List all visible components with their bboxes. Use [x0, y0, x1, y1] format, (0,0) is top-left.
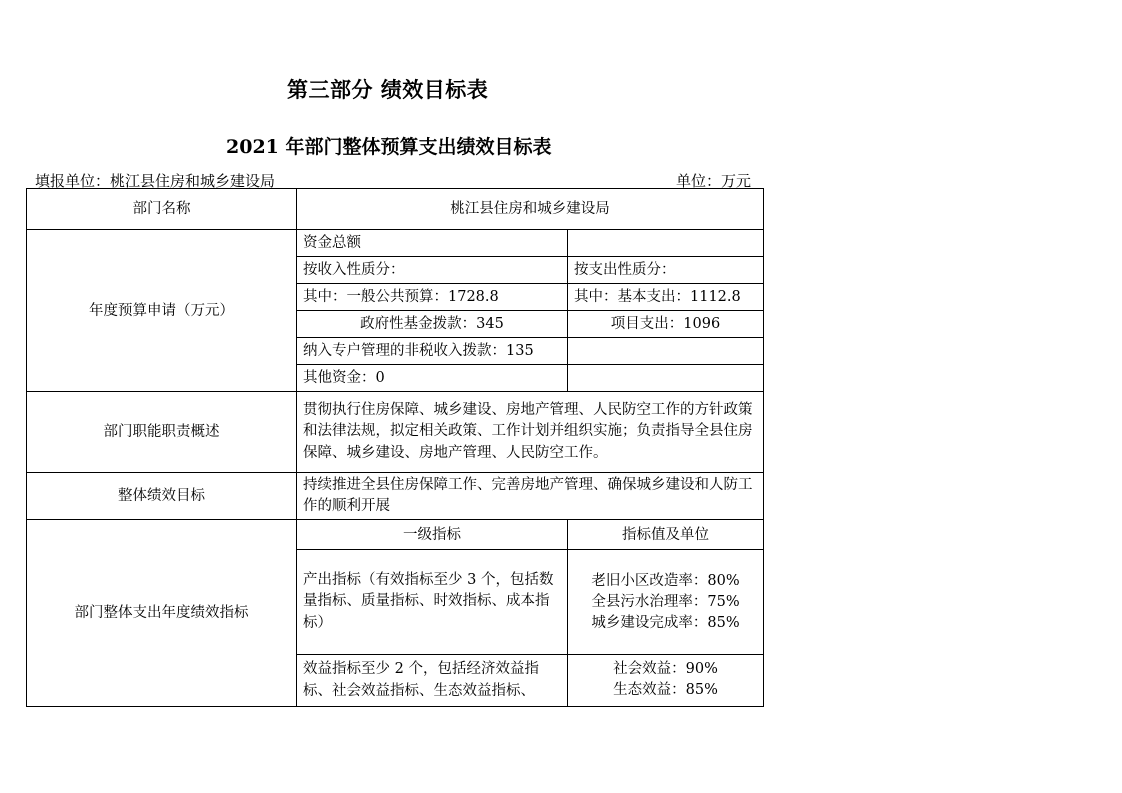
- by-expense: 按支出性质分：: [568, 257, 764, 284]
- effect-value: 社会效益：90%: [613, 661, 718, 677]
- table-row: [27, 392, 764, 473]
- effect-value: 生态效益：85%: [613, 682, 718, 698]
- part-title: 第三部分 绩效目标表: [287, 77, 489, 102]
- output-indicator: 产出指标（有效指标至少 3 个，包括数量指标、质量指标、时效指标、成本指标）: [297, 550, 568, 655]
- goal-text: 持续推进全县住房保障工作、完善房地产管理、确保城乡建设和人防工作的顺利开展: [297, 473, 764, 520]
- table-title: 2021 年部门整体预算支出绩效目标表: [226, 136, 552, 158]
- reporting-unit: 填报单位：桃江县住房和城乡建设局: [35, 172, 276, 190]
- duty-text: 贯彻执行住房保障、城乡建设、房地产管理、人民防空工作的方针政策和法律法规，拟定相关政策、工作计划并组织实施；负责指导全县住房保障、城乡建设、房地产管理、人民防空工作。: [297, 392, 764, 473]
- dept-name-value: 桃江县住房和城乡建设局: [297, 189, 764, 230]
- output-value: 全县污水治理率：75%: [591, 593, 740, 610]
- general-budget: 其中：一般公共预算：1728.8: [297, 284, 568, 311]
- table-row: [27, 520, 764, 550]
- effect-indicator: 效益指标至少 2 个，包括经济效益指标、社会效益指标、生态效益指标、: [297, 655, 568, 707]
- total-funds: 资金总额: [297, 230, 568, 257]
- value-header: 指标值及单位: [568, 520, 764, 550]
- dept-name-label: 部门名称: [27, 189, 297, 230]
- table-row: [27, 189, 764, 230]
- output-value: 老旧小区改造率：80%: [591, 572, 740, 589]
- basic-expense: 其中：基本支出：1112.8: [568, 284, 764, 311]
- currency-unit: 单位：万元: [676, 172, 752, 190]
- table-row: [27, 473, 764, 520]
- duty-label: 部门职能职责概述: [27, 392, 297, 473]
- non-tax-value: [568, 338, 764, 365]
- project-expense: 项目支出：1096: [568, 311, 764, 338]
- by-income: 按收入性质分：: [297, 257, 568, 284]
- level1-header: 一级指标: [297, 520, 568, 550]
- total-funds-value: [568, 230, 764, 257]
- performance-target-table: [26, 188, 764, 707]
- goal-label: 整体绩效目标: [27, 473, 297, 520]
- effect-values: [568, 655, 764, 707]
- other-funds-value: [568, 365, 764, 392]
- budget-label: 年度预算申请（万元）: [27, 230, 297, 392]
- gov-fund: 政府性基金拨款：345: [297, 311, 568, 338]
- non-tax-funds: 纳入专户管理的非税收入拨款：135: [297, 338, 568, 365]
- other-funds: 其他资金：0: [297, 365, 568, 392]
- output-values: [568, 550, 764, 655]
- indicator-label: 部门整体支出年度绩效指标: [27, 520, 297, 707]
- table-row: [27, 230, 764, 257]
- output-value: 城乡建设完成率：85%: [591, 614, 740, 631]
